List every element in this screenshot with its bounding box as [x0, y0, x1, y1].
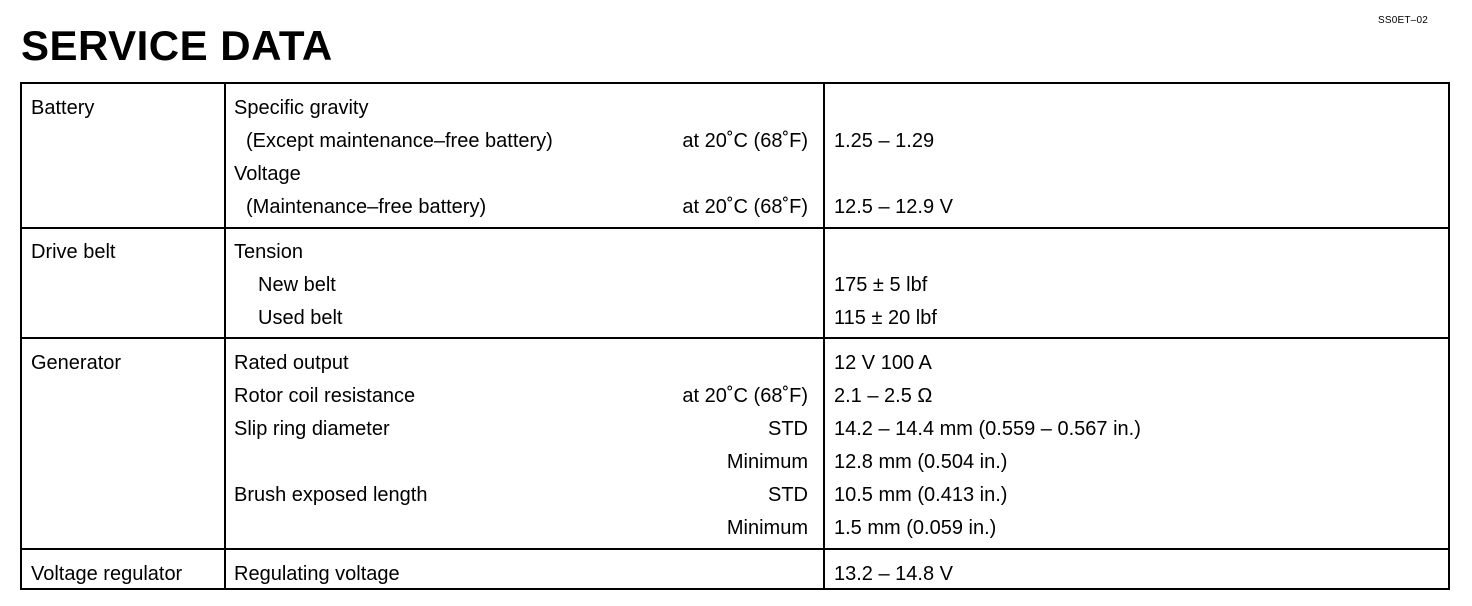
item-condition: at 20˚C (68˚F): [682, 196, 808, 218]
item-label: Specific gravity: [234, 97, 369, 119]
section-name: Drive belt: [31, 241, 116, 263]
section-battery: [22, 84, 1448, 229]
item-value: 10.5 mm (0.413 in.): [834, 484, 1008, 506]
item-label: Slip ring diameter: [234, 418, 390, 440]
item-value: 1.25 – 1.29: [834, 130, 935, 152]
item-condition: at 20˚C (68˚F): [682, 385, 808, 407]
column-divider: [823, 229, 825, 337]
section-name: Generator: [31, 352, 122, 374]
item-value: 2.1 – 2.5 Ω: [834, 385, 933, 407]
item-condition: at 20˚C (68˚F): [682, 130, 808, 152]
item-condition: Minimum: [726, 451, 808, 473]
item-label: Voltage: [234, 163, 301, 185]
section-generator: [22, 339, 1448, 550]
section-voltage-regulator: [22, 550, 1448, 588]
item-label: (Except maintenance–free battery): [246, 130, 553, 152]
item-value: 1.5 mm (0.059 in.): [834, 517, 997, 539]
page-title: SERVICE DATA: [21, 22, 333, 69]
section-drive-belt: [22, 229, 1448, 339]
item-value: 115 ± 20 lbf: [834, 307, 937, 329]
column-divider: [823, 339, 825, 548]
service-data-table: [20, 82, 1450, 590]
item-condition: Minimum: [726, 517, 808, 539]
document-code: SS0ET–02: [1378, 15, 1428, 26]
item-value: 14.2 – 14.4 mm (0.559 – 0.567 in.): [834, 418, 1141, 440]
item-value: 13.2 – 14.8 V: [834, 563, 953, 585]
item-label: Regulating voltage: [234, 563, 400, 585]
item-label: Rotor coil resistance: [234, 385, 416, 407]
item-value: 175 ± 5 lbf: [834, 274, 928, 296]
column-divider: [224, 550, 226, 588]
column-divider: [224, 229, 226, 337]
item-value: 12 V 100 A: [834, 352, 932, 374]
item-value: 12.5 – 12.9 V: [834, 196, 953, 218]
item-condition: STD: [768, 418, 808, 440]
item-value: 12.8 mm (0.504 in.): [834, 451, 1008, 473]
item-label: (Maintenance–free battery): [246, 196, 487, 218]
section-name: Voltage regulator: [31, 563, 183, 585]
item-label: Tension: [234, 241, 303, 263]
item-label: New belt: [258, 274, 336, 296]
section-name: Battery: [31, 97, 95, 119]
column-divider: [224, 84, 226, 227]
item-label: Brush exposed length: [234, 484, 428, 506]
column-divider: [823, 550, 825, 588]
item-label: Used belt: [258, 307, 343, 329]
item-label: Rated output: [234, 352, 349, 374]
column-divider: [823, 84, 825, 227]
item-condition: STD: [768, 484, 808, 506]
column-divider: [224, 339, 226, 548]
